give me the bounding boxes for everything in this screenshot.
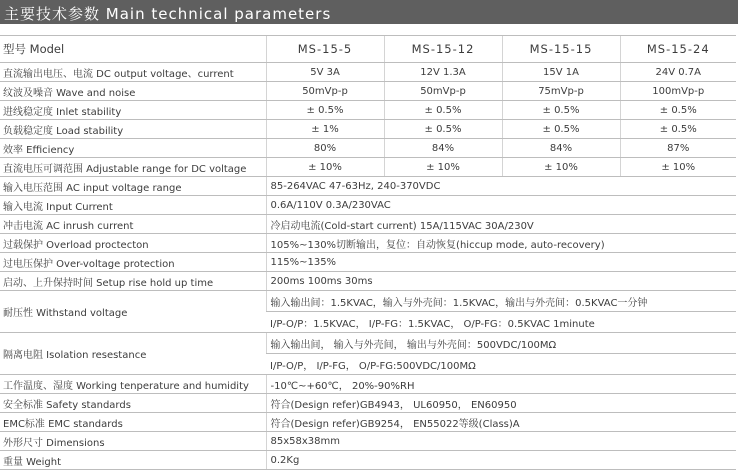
cell-value: -10℃~+60℃， 20%-90%RH xyxy=(266,375,736,394)
cell-value: ± 1% xyxy=(266,120,384,139)
spec-table xyxy=(0,35,736,470)
cell-value: 15V 1A xyxy=(502,63,620,82)
spec-row-adjustable-range xyxy=(0,158,736,177)
spec-row-efficiency xyxy=(0,139,736,158)
cell-value: ± 0.5% xyxy=(502,101,620,120)
spec-row-input-voltage xyxy=(0,177,736,196)
model-name: MS-15-24 xyxy=(620,36,736,63)
spec-row-emc xyxy=(0,413,736,432)
row-label: 直流电压可调范围 Adjustable range for DC voltage xyxy=(0,158,266,177)
spec-row-isolation xyxy=(0,333,736,354)
cell-value: ± 10% xyxy=(502,158,620,177)
spec-row-inlet-stability xyxy=(0,101,736,120)
section-header xyxy=(0,0,738,24)
spec-row-weight xyxy=(0,451,736,470)
spec-row-input-current xyxy=(0,196,736,215)
cell-value: 75mVp-p xyxy=(502,82,620,101)
cell-value: ± 0.5% xyxy=(266,101,384,120)
cell-value: 85-264VAC 47-63Hz, 240-370VDC xyxy=(266,177,736,196)
spec-row-dc-output xyxy=(0,63,736,82)
cell-value: ± 0.5% xyxy=(620,101,736,120)
row-label: 效率 Efficiency xyxy=(0,139,266,158)
row-label: EMC标准 EMC standards xyxy=(0,413,266,432)
cell-value: ± 0.5% xyxy=(620,120,736,139)
cell-value: 87% xyxy=(620,139,736,158)
model-name: MS-15-15 xyxy=(502,36,620,63)
spec-row-wave-noise xyxy=(0,82,736,101)
cell-value: I/P-O/P， I/P-FG， O/P-FG:500VDC/100MΩ xyxy=(266,354,736,375)
row-label: 耐压性 Withstand voltage xyxy=(0,291,266,333)
row-label: 纹波及噪音 Wave and noise xyxy=(0,82,266,101)
cell-value: I/P-O/P：1.5KVAC， I/P-FG：1.5KVAC， O/P-FG：0.5KVAC 1minute xyxy=(266,312,736,333)
row-label: 隔离电阻 Isolation resestance xyxy=(0,333,266,375)
cell-value: 100mVp-p xyxy=(620,82,736,101)
cell-value: 0.6A/110V 0.3A/230VAC xyxy=(266,196,736,215)
row-label: 启动、上升保持时间 Setup rise hold up time xyxy=(0,272,266,291)
model-name: MS-15-5 xyxy=(266,36,384,63)
cell-value: ± 10% xyxy=(384,158,502,177)
spec-row-dimensions xyxy=(0,432,736,451)
cell-value: ± 10% xyxy=(620,158,736,177)
row-label: 负载稳定度 Load stability xyxy=(0,120,266,139)
spec-row-over-voltage xyxy=(0,253,736,272)
cell-value: 84% xyxy=(384,139,502,158)
model-row xyxy=(0,36,736,63)
cell-value: 0.2Kg xyxy=(266,451,736,470)
row-label: 安全标准 Safety standards xyxy=(0,394,266,413)
cell-value: 5V 3A xyxy=(266,63,384,82)
model-label: 型号 Model xyxy=(0,36,266,63)
row-label: 工作温度、湿度 Working tenperature and humidity xyxy=(0,375,266,394)
spec-row-load-stability xyxy=(0,120,736,139)
row-label: 外形尺寸 Dimensions xyxy=(0,432,266,451)
row-label: 输入电压范围 AC input voltage range xyxy=(0,177,266,196)
row-label: 输入电流 Input Current xyxy=(0,196,266,215)
cell-value: 50mVp-p xyxy=(384,82,502,101)
cell-value: ± 0.5% xyxy=(502,120,620,139)
spec-row-withstand-voltage xyxy=(0,291,736,312)
cell-value: 84% xyxy=(502,139,620,158)
cell-value: ± 10% xyxy=(266,158,384,177)
cell-value: 105%~130%切断输出，复位：自动恢复(hiccup mode, auto-recovery) xyxy=(266,234,736,253)
cell-value: 80% xyxy=(266,139,384,158)
model-name: MS-15-12 xyxy=(384,36,502,63)
cell-value: 输入输出间， 输入与外壳间， 输出与外壳间：500VDC/100MΩ xyxy=(266,333,736,354)
row-label: 过电压保护 Over-voltage protection xyxy=(0,253,266,272)
spec-row-setup-time xyxy=(0,272,736,291)
cell-value: 115%~135% xyxy=(266,253,736,272)
cell-value: 50mVp-p xyxy=(266,82,384,101)
spec-row-overload xyxy=(0,234,736,253)
cell-value: ± 0.5% xyxy=(384,101,502,120)
spec-row-temperature xyxy=(0,375,736,394)
row-label: 直流输出电压、电流 DC output voltage、current xyxy=(0,63,266,82)
cell-value: 符合(Design refer)GB9254， EN55022等级(Class)A xyxy=(266,413,736,432)
row-label: 重量 Weight xyxy=(0,451,266,470)
cell-value: 符合(Design refer)GB4943， UL60950， EN60950 xyxy=(266,394,736,413)
cell-value: 12V 1.3A xyxy=(384,63,502,82)
row-label: 进线稳定度 Inlet stability xyxy=(0,101,266,120)
row-label: 过载保护 Overload proctecton xyxy=(0,234,266,253)
cell-value: ± 0.5% xyxy=(384,120,502,139)
cell-value: 24V 0.7A xyxy=(620,63,736,82)
cell-value: 200ms 100ms 30ms xyxy=(266,272,736,291)
row-label: 冲击电流 AC inrush current xyxy=(0,215,266,234)
section-title: 主要技术参数 Main technical parameters xyxy=(4,5,332,23)
spec-row-inrush-current xyxy=(0,215,736,234)
cell-value: 85x58x38mm xyxy=(266,432,736,451)
spec-row-safety xyxy=(0,394,736,413)
cell-value: 输入输出间：1.5KVAC，输入与外壳间：1.5KVAC，输出与外壳间：0.5KVAC一分钟 xyxy=(266,291,736,312)
cell-value: 冷启动电流(Cold-start current) 15A/115VAC 30A/230V xyxy=(266,215,736,234)
